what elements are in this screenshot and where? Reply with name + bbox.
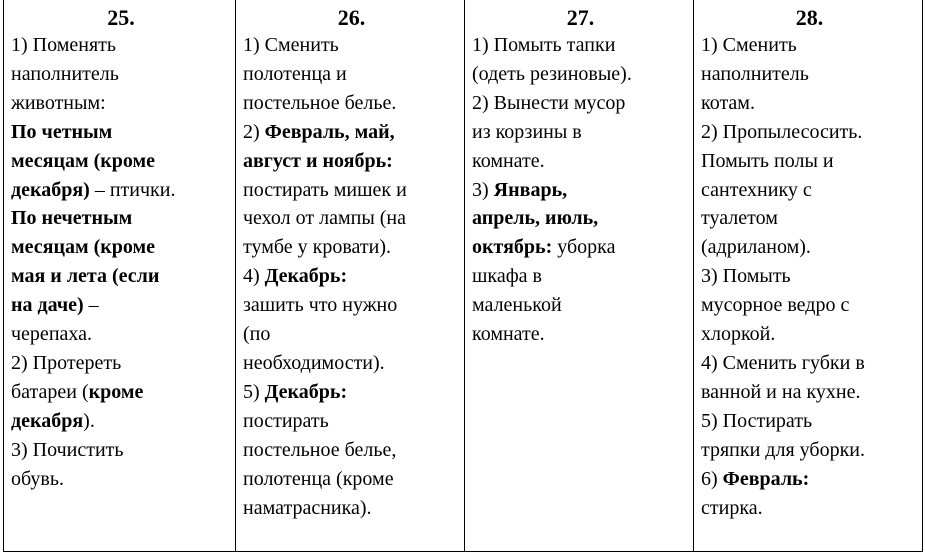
- text-line: [701, 89, 918, 118]
- text-line: [701, 291, 918, 320]
- bold-text: месяцам (кроме: [11, 236, 156, 259]
- text-segment: комнате.: [472, 149, 545, 172]
- column-27: [465, 0, 694, 551]
- bold-text: декабря): [11, 178, 90, 201]
- column-number: 28.: [795, 5, 824, 30]
- text-line: [243, 31, 460, 60]
- text-segment: постельное белье,: [243, 438, 397, 461]
- text-segment: ).: [83, 409, 95, 432]
- column-text: [701, 31, 918, 522]
- text-segment: –: [83, 294, 99, 317]
- text-segment: маленькой: [472, 294, 562, 317]
- text-segment: комнате.: [472, 323, 545, 346]
- bold-text: месяцам (кроме: [11, 149, 156, 172]
- text-segment: тумбе у кровати).: [243, 236, 392, 259]
- text-segment: Помыть полы и: [701, 149, 834, 172]
- bold-text: По четным: [11, 120, 113, 143]
- text-line: [472, 118, 689, 147]
- text-line: [243, 262, 460, 291]
- text-segment: обувь.: [11, 467, 64, 490]
- text-segment: 2) Пропылесосить.: [701, 120, 863, 143]
- text-segment: 3) Помыть: [701, 265, 791, 288]
- text-line: [11, 465, 231, 494]
- text-segment: наматрасника).: [243, 496, 372, 519]
- text-segment: полотенца и: [243, 62, 347, 85]
- bold-text: октябрь:: [472, 236, 553, 259]
- text-line: [701, 233, 918, 262]
- bold-text: Февраль:: [722, 467, 810, 490]
- text-segment: сантехнику с: [701, 178, 812, 201]
- column-number: 26.: [337, 5, 366, 30]
- text-segment: постирать мишек и: [243, 178, 407, 201]
- text-segment: зашить что нужно: [243, 294, 398, 317]
- text-line: [701, 349, 918, 378]
- text-line: [701, 436, 918, 465]
- text-line: [701, 60, 918, 89]
- text-line: [243, 378, 460, 407]
- text-line: [701, 407, 918, 436]
- text-line: [243, 349, 460, 378]
- column-text: [243, 31, 460, 522]
- text-line: [472, 262, 689, 291]
- text-segment: 1) Поменять: [11, 34, 117, 56]
- bold-text: Декабрь:: [264, 380, 348, 403]
- text-line: [472, 31, 689, 60]
- bold-text: Февраль, май,: [264, 120, 395, 143]
- column-text: [472, 31, 689, 349]
- text-line: [11, 89, 231, 118]
- text-line: [11, 60, 231, 89]
- text-line: [243, 147, 460, 176]
- text-segment: (одеть резиновые).: [472, 62, 632, 85]
- text-segment: уборка: [552, 236, 616, 259]
- text-segment: батареи (: [11, 380, 89, 403]
- text-segment: 4): [243, 265, 265, 288]
- text-line: [243, 320, 460, 349]
- text-line: [472, 291, 689, 320]
- text-line: [11, 176, 231, 205]
- column-number: 27.: [566, 5, 595, 30]
- text-segment: 4) Сменить губки в: [701, 351, 865, 374]
- text-segment: котам.: [701, 91, 755, 114]
- text-segment: черепаха.: [11, 323, 93, 346]
- text-line: [11, 436, 231, 465]
- text-segment: наполнитель: [11, 62, 119, 85]
- text-line: [701, 262, 918, 291]
- text-segment: наполнитель: [701, 62, 809, 85]
- text-segment: 2) Вынести мусор: [472, 91, 626, 114]
- text-segment: 3) Почистить: [11, 438, 124, 461]
- text-line: [472, 204, 689, 233]
- bold-text: декабря: [11, 409, 84, 432]
- column-number: 25.: [107, 5, 135, 30]
- text-segment: животным:: [11, 91, 106, 114]
- text-line: [701, 176, 918, 205]
- text-segment: (адриланом).: [701, 236, 811, 259]
- bold-text: По нечетным: [11, 207, 133, 230]
- text-segment: 1) Сменить: [243, 34, 339, 56]
- column-26: [236, 0, 465, 551]
- text-line: [472, 176, 689, 205]
- text-line: [243, 60, 460, 89]
- text-line: [11, 349, 231, 378]
- text-line: [11, 378, 231, 407]
- task-table: [3, 0, 923, 552]
- bold-text: август и ноябрь:: [243, 149, 393, 172]
- text-line: [472, 147, 689, 176]
- bold-text: мая и лета (если: [11, 265, 160, 288]
- bold-text: апрель, июль,: [472, 207, 599, 230]
- text-line: [243, 176, 460, 205]
- text-line: [243, 204, 460, 233]
- text-line: [243, 291, 460, 320]
- bold-text: Декабрь:: [264, 265, 348, 288]
- text-line: [701, 378, 918, 407]
- text-line: [701, 465, 918, 494]
- text-line: [472, 320, 689, 349]
- text-line: [11, 407, 231, 436]
- text-line: [11, 147, 231, 176]
- text-segment: мусорное ведро с: [701, 294, 850, 317]
- text-line: [11, 118, 231, 147]
- text-segment: 3): [472, 178, 494, 201]
- text-segment: необходимости).: [243, 351, 385, 374]
- text-segment: тряпки для уборки.: [701, 438, 865, 461]
- text-segment: 2) Протереть: [11, 351, 122, 374]
- text-segment: постельное белье.: [243, 91, 397, 114]
- text-segment: шкафа в: [472, 265, 542, 288]
- text-segment: ванной и на кухне.: [701, 380, 861, 403]
- text-line: [11, 31, 231, 60]
- column-text: [11, 31, 231, 494]
- text-segment: стирка.: [701, 496, 763, 519]
- text-line: [11, 233, 231, 262]
- bold-text: на даче): [11, 294, 84, 317]
- text-segment: чехол от лампы (на: [243, 207, 406, 230]
- text-line: [11, 320, 231, 349]
- text-line: [472, 89, 689, 118]
- text-line: [701, 204, 918, 233]
- text-line: [701, 147, 918, 176]
- text-segment: 1) Сменить: [701, 34, 797, 56]
- column-25: [4, 0, 236, 551]
- bold-text: кроме: [88, 380, 144, 403]
- text-line: [243, 494, 460, 523]
- text-line: [701, 320, 918, 349]
- text-segment: полотенца (кроме: [243, 467, 394, 490]
- text-line: [701, 494, 918, 523]
- text-segment: – птички.: [89, 178, 176, 201]
- text-line: [472, 233, 689, 262]
- text-segment: постирать: [243, 409, 329, 432]
- text-segment: (по: [243, 323, 271, 346]
- bold-text: Январь,: [493, 178, 568, 201]
- text-line: [701, 118, 918, 147]
- text-segment: туалетом: [701, 207, 778, 230]
- text-segment: 6): [701, 467, 723, 490]
- text-line: [11, 204, 231, 233]
- text-line: [701, 31, 918, 60]
- text-line: [243, 89, 460, 118]
- text-line: [243, 436, 460, 465]
- column-28: [694, 0, 922, 551]
- text-segment: 5) Постирать: [701, 409, 813, 432]
- text-line: [243, 465, 460, 494]
- text-segment: хлоркой.: [701, 323, 776, 346]
- text-line: [243, 407, 460, 436]
- text-line: [472, 60, 689, 89]
- text-line: [243, 118, 460, 147]
- text-line: [11, 262, 231, 291]
- text-segment: из корзины в: [472, 120, 582, 143]
- text-segment: 1) Помыть тапки: [472, 34, 616, 56]
- text-line: [243, 233, 460, 262]
- text-segment: 2): [243, 120, 265, 143]
- text-segment: 5): [243, 380, 265, 403]
- text-line: [11, 291, 231, 320]
